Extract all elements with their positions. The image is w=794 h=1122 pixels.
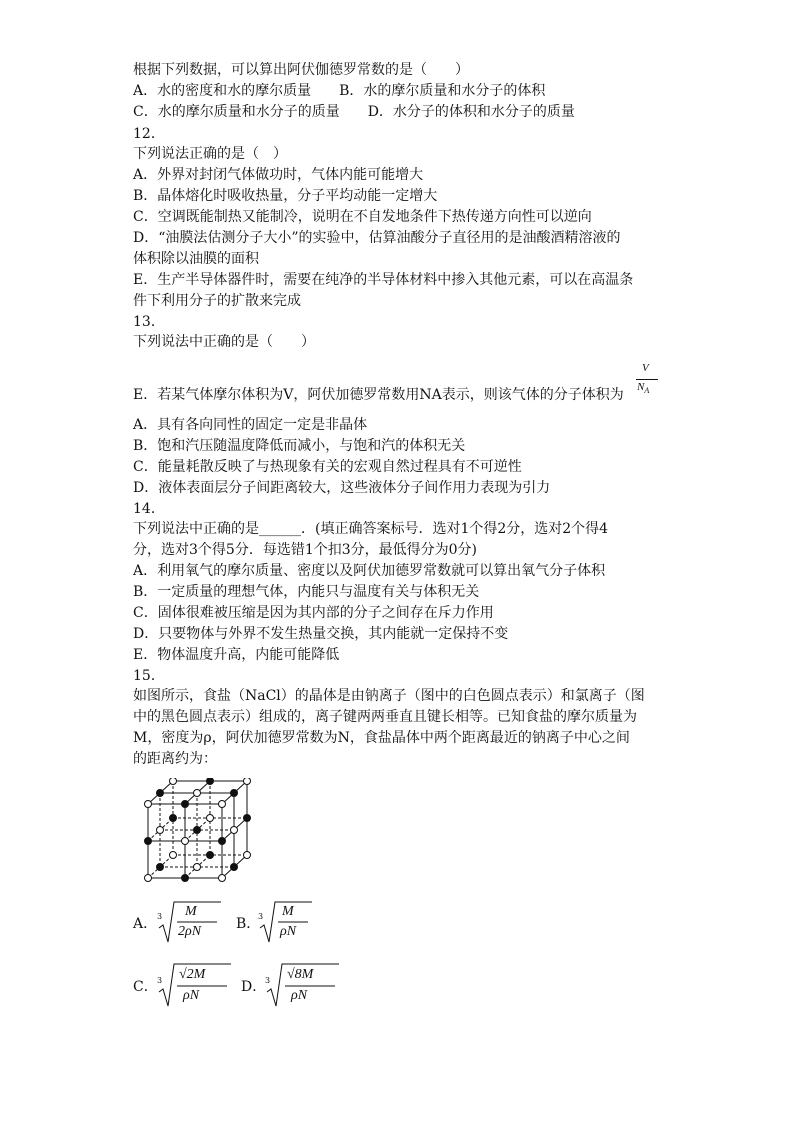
question-11-stem: 根据下列数据，可以算出阿伏伽德罗常数的是（ ） — [133, 62, 469, 78]
question-13-option-a: A．具有各向同性的固定一定是非晶体 — [133, 417, 368, 433]
option-d-label: D． — [241, 979, 267, 995]
question-14-option-b: B．一定质量的理想气体，内能只与温度有关与体积无关 — [133, 584, 480, 600]
option-a-label: A． — [133, 916, 158, 932]
option-c-denominator: ρN — [183, 988, 200, 1003]
option-c-label: C． — [133, 979, 158, 995]
question-12-option-d: D．“油膜法估测分子大小”的实验中，估算油酸分子直径用的是油酸酒精溶液的 — [133, 230, 621, 246]
question-14-stem: 下列说法中正确的是______．(填正确答案标号．选对1个得2分，选对2个得4 — [133, 521, 609, 537]
option-a — [133, 898, 223, 946]
option-b — [236, 898, 316, 946]
option-b-root-index: 3 — [258, 912, 264, 921]
question-12-option-e: E．生产半导体器件时，需要在纯净的半导体材料中掺入其他元素，可以在高温条 — [133, 272, 634, 288]
option-c — [133, 960, 233, 1010]
nacl-crystal-lattice-figure — [140, 778, 260, 886]
option-c-numerator: √2M — [179, 967, 206, 982]
molecule-volume-fraction — [634, 362, 662, 398]
question-12-option-d-cont: 体积除以油膜的面积 — [133, 251, 259, 267]
option-a-numerator: M — [185, 904, 197, 919]
option-d-numerator: √8M — [287, 967, 314, 982]
option-d-denominator: ρN — [291, 988, 308, 1003]
question-12-stem: 下列说法正确的是（ ） — [133, 146, 287, 162]
question-14-option-d: D．只要物体与外界不发生热量交换，其内能就一定保持不变 — [133, 626, 509, 642]
fraction-numerator: V — [642, 362, 649, 374]
option-a-root-index: 3 — [157, 912, 163, 921]
question-12-option-c: C．空调既能制热又能制冷，说明在不自发地条件下热传递方向性可以逆向 — [133, 209, 592, 225]
question-14-number: 14． — [133, 501, 165, 517]
question-15-stem-cont-2: M，密度为ρ，阿伏加德罗常数为N，食盐晶体中两个距离最近的钠离子中心之间 — [133, 730, 630, 746]
question-11-options-cd: C．水的摩尔质量和水分子的质量 D．水分子的体积和水分子的质量 — [133, 104, 575, 120]
option-d — [241, 960, 341, 1010]
question-13-stem: 下列说法中正确的是（ ） — [133, 334, 315, 350]
question-12-option-e-cont: 件下利用分子的扩散来完成 — [133, 293, 301, 309]
option-a-denominator: 2ρN — [178, 924, 202, 939]
question-13-option-e: E．若某气体摩尔体积为V，阿伏加德罗常数用NA表示，则该气体的分子体积为 — [133, 387, 624, 403]
question-13-option-c: C．能量耗散反映了与热现象有关的宏观自然过程具有不可逆性 — [133, 459, 522, 475]
question-14-option-c: C．固体很难被压缩是因为其内部的分子之间存在斥力作用 — [133, 605, 494, 621]
question-15-stem-cont-1: 中的黑色圆点表示）组成的，离子键两两垂直且键长相等。已知食盐的摩尔质量为 — [133, 709, 637, 725]
option-d-root-index: 3 — [265, 976, 271, 985]
question-12-option-a: A．外界对封闭气体做功时，气体内能可能增大 — [133, 167, 424, 183]
question-14-option-e: E．物体温度升高，内能可能降低 — [133, 647, 340, 663]
question-14-stem-cont: 分，选对3个得5分．每选错1个扣3分，最低得分为0分) — [133, 542, 477, 558]
question-13-number: 13． — [133, 314, 165, 330]
question-15-stem: 如图所示，食盐（NaCl）的晶体是由钠离子（图中的白色圆点表示）和氯离子（图 — [133, 688, 645, 704]
question-12-number: 12． — [133, 126, 165, 142]
question-14-option-a: A．利用氧气的摩尔质量、密度以及阿伏加德罗常数就可以算出氧气分子体积 — [133, 563, 606, 579]
option-c-root-index: 3 — [157, 976, 163, 985]
option-b-label: B． — [236, 916, 261, 932]
fraction-denominator: $N_A$ — [637, 381, 650, 395]
fraction-bar — [636, 379, 658, 380]
option-b-denominator: ρN — [280, 924, 297, 939]
question-15-stem-cont-3: 的距离约为： — [133, 751, 217, 767]
option-b-numerator: M — [282, 904, 294, 919]
question-15-number: 15． — [133, 668, 165, 684]
question-12-option-b: B．晶体熔化时吸收热量，分子平均动能一定增大 — [133, 188, 438, 204]
question-13-option-b: B．饱和汽压随温度降低而减小，与饱和汽的体积无关 — [133, 438, 466, 454]
question-11-options-ab: A．水的密度和水的摩尔质量 B．水的摩尔质量和水分子的体积 — [133, 83, 546, 99]
question-13-option-d: D．液体表面层分子间距离较大，这些液体分子间作用力表现为引力 — [133, 480, 551, 496]
